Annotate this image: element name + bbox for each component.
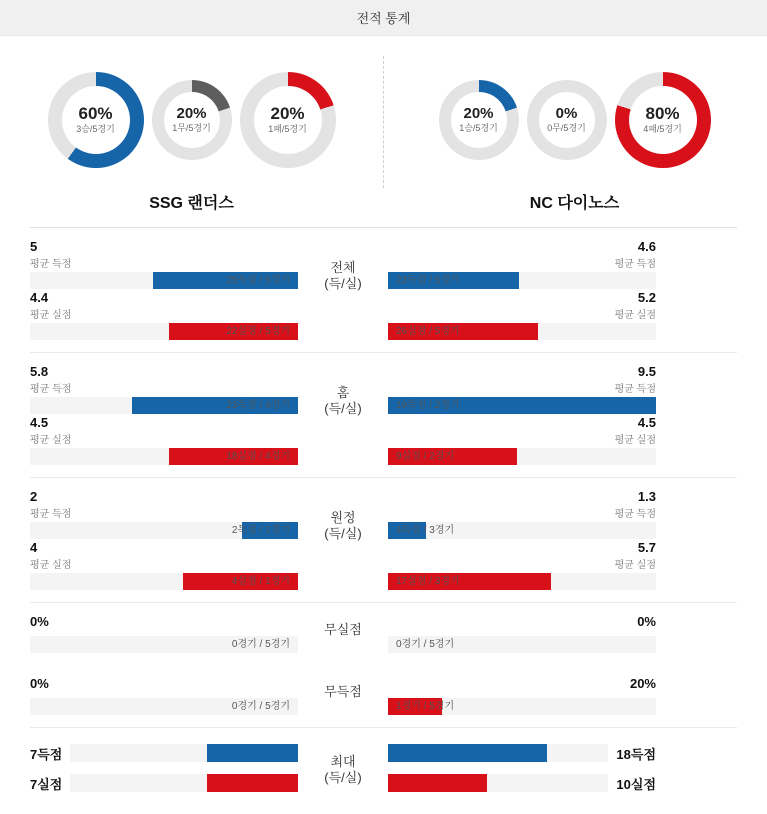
stat-group-body [30,238,737,340]
stat-bar-track-home [30,573,298,590]
stat-group [30,602,737,665]
stat-center-line1: 전체 [330,259,356,275]
stat-sublabel-away: 평균 득점 [614,384,656,395]
donut-home-draw-sub: 1무/5경기 [172,123,211,134]
stat-center-label [298,363,388,439]
stat-value-away: 20% [629,675,656,691]
stat-bar-track-home [30,397,298,414]
stat-value-away: 4.6 [637,238,656,254]
stat-cell-home [30,675,298,715]
stat-bar-label-away: 4득점 / 3경기 [396,525,455,536]
stat-bar-label-away: 9실점 / 2경기 [396,451,455,462]
donut-home-win [48,72,144,168]
stat-bar-label-away: 0경기 / 5경기 [396,639,455,650]
max-value-home: 7득점 [30,746,63,762]
stat-bar-track-home [30,636,298,653]
stat-cell-home [30,488,298,539]
max-group [30,738,737,802]
home-team-name: SSG 랜더스 [149,195,234,212]
stat-center-line1: 최대 [330,753,356,769]
stat-sublabel-home: 평균 득점 [30,384,72,395]
stat-sublabel-away: 평균 실점 [614,435,656,446]
donut-home-loss-hole [254,86,322,154]
donut-home-draw-hole [164,92,220,148]
donut-away-draw-sub: 0무/5경기 [547,123,586,134]
stat-cell-away [388,289,656,340]
stat-bar-label-home: 18실점 / 4경기 [226,451,290,462]
away-donuts [383,72,766,168]
donut-away-loss-sub: 4패/5경기 [643,124,682,135]
stat-bar-track-home [30,448,298,465]
stat-value-away: 1.3 [637,488,656,504]
stat-bar-label-away: 23득점 / 5경기 [396,275,460,286]
stat-group [30,665,737,727]
max-value-home: 7실점 [30,776,63,792]
stat-sublabel-away: 평균 실점 [614,310,656,321]
max-bar-away [388,744,547,762]
donut-home-loss [240,72,336,168]
stat-cell-away [388,488,656,539]
away-team-name: NC 다이노스 [529,195,620,212]
max-row-away [388,768,656,798]
stat-sublabel-home [30,692,298,696]
stat-center-line2: (득/실) [324,770,362,785]
stat-sublabel-home: 평균 실점 [30,435,72,446]
max-bar-track-home [70,774,298,792]
stat-sublabel-home [30,630,298,634]
donut-home-win-hole [62,86,130,154]
max-bar-track-away [388,774,608,792]
stat-cell-away [388,675,656,715]
stat-sublabel-away [388,630,656,634]
donut-away-loss-hole [629,86,697,154]
stat-bar-track-away [388,698,656,715]
stat-sublabel-home: 평균 득점 [30,259,72,270]
stat-center-line2: (득/실) [324,401,362,416]
stat-cell-home [30,414,298,465]
stat-value-away: 9.5 [637,363,656,379]
stat-bar-track-away [388,573,656,590]
page-title-text: 전적 통계 [356,11,411,26]
stat-bar-track-away [388,522,656,539]
stat-value-away: 0% [637,613,656,629]
stat-group-body [30,613,737,653]
stat-bar-track-home [30,323,298,340]
home-donuts [0,72,383,168]
donut-away-win-hole [451,92,507,148]
donut-home-win-sub: 3승/5경기 [76,124,115,135]
stat-group [30,352,737,477]
donut-home-draw-pct: 20% [176,104,207,122]
stat-center-label [298,488,388,564]
stat-bar-label-away: 19득점 / 2경기 [396,400,460,411]
stat-value-home: 4.5 [30,414,49,430]
stat-bar-label-home: 0경기 / 5경기 [231,639,290,650]
stat-cell-away [388,414,656,465]
stat-bar-label-away: 17실점 / 3경기 [396,576,460,587]
stat-bar-label-away: 26실점 / 5경기 [396,326,460,337]
max-value-away: 18득점 [616,746,656,762]
stat-bar-label-home: 2득점 / 1경기 [231,525,290,536]
stat-cell-home [30,539,298,590]
stat-value-home: 2 [30,488,38,504]
stat-bar-track-home [30,522,298,539]
stat-center-label [298,613,388,647]
stat-value-home: 0% [30,613,49,629]
stat-group [30,727,737,814]
stat-center-line2: (득/실) [324,526,362,541]
donut-away-draw-hole [539,92,595,148]
stat-cell-home [30,238,298,289]
stat-cell-home [30,613,298,653]
stat-value-home: 4 [30,539,38,555]
stat-center-line2: (득/실) [324,276,362,291]
max-row-home [30,768,298,798]
stat-bar-track-home [30,698,298,715]
stat-bar-track-home [30,272,298,289]
stat-sublabel-away [388,692,656,696]
stat-value-away: 4.5 [637,414,656,430]
stat-bar-track-away [388,397,656,414]
stat-bar-label-home: 4실점 / 1경기 [231,576,290,587]
donut-home-draw [152,80,232,160]
max-bar-home [207,774,298,792]
team-names [0,190,767,213]
stat-bar-label-home: 22실점 / 5경기 [226,326,290,337]
max-row-away [388,738,656,768]
stat-sublabel-away: 평균 득점 [614,509,656,520]
stat-center-line1: 무실점 [324,621,362,637]
donut-away-win-pct: 20% [463,104,494,122]
stat-center-line1: 원정 [330,509,356,525]
stat-center-label [298,738,388,802]
donut-away-win [439,80,519,160]
stat-value-home: 5 [30,238,38,254]
center-divider [383,56,384,188]
stats-table [0,227,767,814]
stat-sublabel-home: 평균 득점 [30,509,72,520]
stat-center-label [298,675,388,709]
max-bar-track-away [388,744,608,762]
stat-bar-label-home: 25득점 / 5경기 [226,275,290,286]
stat-bar-label-home: 0경기 / 5경기 [231,701,290,712]
max-bar-away [388,774,487,792]
donut-away-draw [527,80,607,160]
stat-sublabel-home: 평균 실점 [30,560,72,571]
stat-sublabel-away: 평균 득점 [614,259,656,270]
donut-home-win-pct: 60% [78,103,113,123]
stat-value-home: 0% [30,675,49,691]
stat-bar-label-away: 1경기 / 5경기 [396,701,455,712]
donut-home-loss-pct: 20% [270,103,305,123]
stat-bar-track-away [388,448,656,465]
stat-cell-away [388,238,656,289]
donut-away-loss [615,72,711,168]
stat-center-line1: 홈 [336,384,350,400]
stat-sublabel-home: 평균 실점 [30,310,72,321]
stat-value-away: 5.7 [637,539,656,555]
donut-section [0,36,767,196]
stat-group-body [30,363,737,465]
stat-cell-home [30,289,298,340]
stat-value-away: 5.2 [637,289,656,305]
max-bar-home [207,744,298,762]
stat-sublabel-away: 평균 실점 [614,560,656,571]
stat-bar-track-away [388,636,656,653]
stat-group-body [30,488,737,590]
donut-away-draw-pct: 0% [555,104,578,122]
max-row-home [30,738,298,768]
stat-center-label [298,238,388,314]
stat-center-line1: 무득점 [324,683,362,699]
max-bar-track-home [70,744,298,762]
stat-value-home: 5.8 [30,363,49,379]
stat-cell-home [30,363,298,414]
stat-bar-label-home: 23득점 / 4경기 [226,400,290,411]
stat-group-body [30,675,737,715]
stat-bar-track-away [388,272,656,289]
stat-cell-away [388,363,656,414]
stat-value-home: 4.4 [30,289,49,305]
stat-group [30,477,737,602]
max-value-away: 10실점 [616,776,656,792]
stat-group [30,227,737,352]
donut-home-loss-sub: 1패/5경기 [268,124,307,135]
stat-cell-away [388,539,656,590]
donut-away-loss-pct: 80% [645,103,680,123]
donut-away-win-sub: 1승/5경기 [459,123,498,134]
page-title [0,0,767,36]
stat-bar-track-away [388,323,656,340]
stat-cell-away [388,613,656,653]
